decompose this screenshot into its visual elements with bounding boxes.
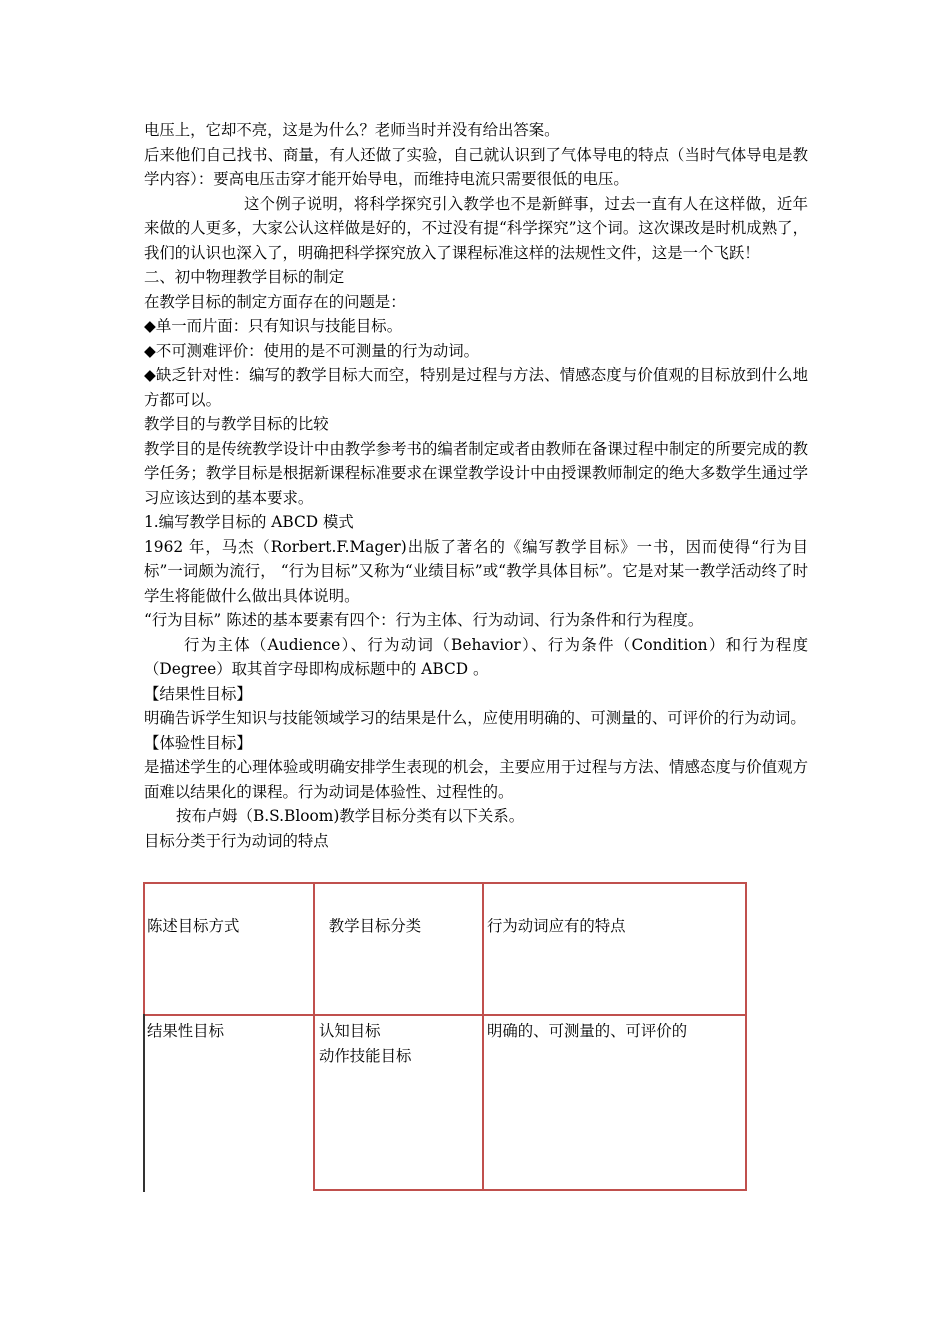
subheading: 教学目的与教学目标的比较 [144,415,329,433]
row-cell-result-goal: 结果性目标 [147,1022,224,1040]
subheading: 1.编写教学目标的 ABCD 模式 [144,513,354,531]
paragraph: 1962 年，马杰（Rorbert.F.Mager)出版了著名的《编写教学目标》一书，因而使得“行为目标”一词颇为流行， “行为目标”又称为“业绩目标”或“教学具体目标”。它是对某一教学活动终了时学生将能做什么做出具体说明。 [144,537,808,605]
row-cell-verb-features: 明确的、可测量的、可评价的 [487,1022,688,1040]
section-heading: 二、初中物理教学目标的制定 [144,268,345,286]
bullet-item: ◆缺乏针对性：编写的教学目标大而空，特别是过程与方法、情感态度与价值观的目标放到什么地方都可以。 [144,366,808,409]
bullet-item: ◆不可测难评价：使用的是不可测量的行为动词。 [144,341,480,360]
paragraph: 行为主体（Audience）、行为动词（Behavior）、行为条件（Condition）和行为程度（Degree）取其首字母即构成标题中的 ABCD 。 [144,635,808,678]
paragraph: “行为目标” 陈述的基本要素有四个：行为主体、行为动词、行为条件和行为程度。 [144,611,704,629]
table-border [143,1014,747,1016]
paragraph: 教学目的是传统教学设计中由教学参考书的编者制定或者由教师在备课过程中制定的所要完成的教学任务；教学目标是根据新课程标准要求在课堂教学设计中由授课教师制定的绝大多数学生通过学习应该达到的基本要求。 [144,439,808,507]
row-cell-motor-skill-goal: 动作技能目标 [319,1047,412,1065]
table-border [745,882,747,1191]
table-border [143,882,747,884]
header-cell-method: 陈述目标方式 [147,917,240,935]
table-border [313,1189,747,1191]
bullet-item: ◆单一而片面：只有知识与技能目标。 [144,317,403,335]
bracket-heading: 【体验性目标】 [144,733,252,752]
body-text [144,118,808,853]
paragraph: 电压上，它却不亮，这是为什么？老师当时并没有给出答案。 [144,121,560,139]
header-cell-classification: 教学目标分类 [319,917,422,935]
paragraph: 是描述学生的心理体验或明确安排学生表现的机会，主要应用于过程与方法、情感态度与价值观方面难以结果化的课程。行为动词是体验性、过程性的。 [144,758,808,801]
paragraph: 在教学目标的制定方面存在的问题是： [144,292,406,311]
paragraph: 明确告诉学生知识与技能领域学习的结果是什么，应使用明确的、可测量的、可评价的行为动词。 [144,709,806,727]
table-border [482,882,484,1191]
bracket-heading: 【结果性目标】 [144,684,252,703]
table-border [143,882,145,1014]
paragraph: 这个例子说明，将科学探究引入教学也不是新鲜事，过去一直有人在这样做，近年来做的人更多，大家公认这样做是好的，不过没有提“科学探究”这个词。这次课改是时机成熟了，我们的认识也深入了，明确把科学探究放入了课程标准这样的法规性文件，这是一个飞跃！ [144,194,808,262]
table-caption: 目标分类于行为动词的特点 [144,831,329,850]
paragraph: 后来他们自己找书、商量，有人还做了实验，自己就认识到了气体导电的特点（当时气体导电是教学内容）：要高电压击穿才能开始导电，而维持电流只需要很低的电压。 [144,145,808,188]
paragraph: 按布卢姆（B.S.Bloom)教学目标分类有以下关系。 [176,807,525,825]
goal-classification-table [143,882,747,1192]
row-cell-cognitive-goal: 认知目标 [319,1022,381,1040]
table-border [313,882,315,1191]
header-cell-verb-features: 行为动词应有的特点 [487,917,626,935]
